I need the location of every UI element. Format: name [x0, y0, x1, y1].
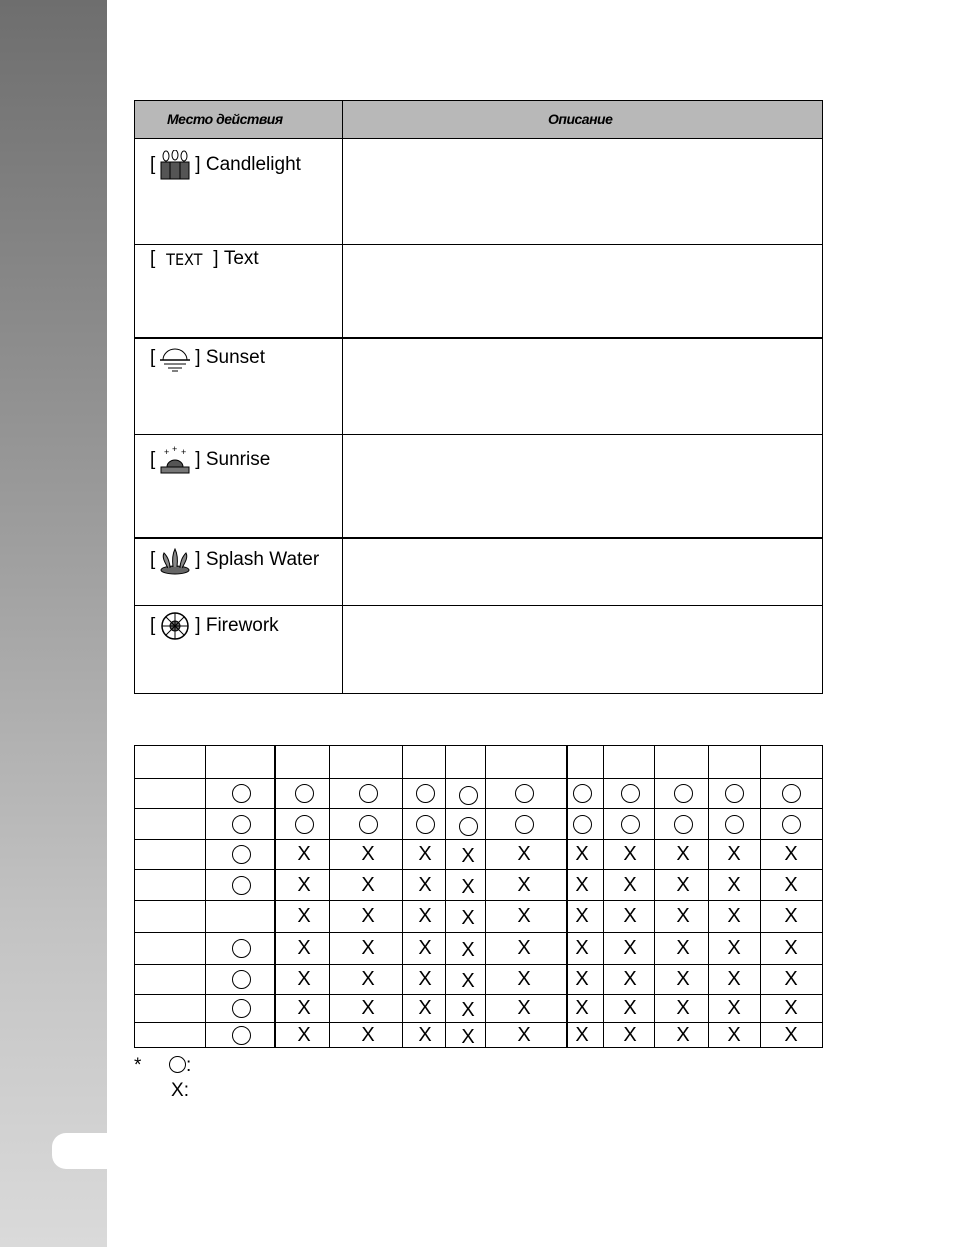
- scene-label: Firework: [205, 615, 279, 636]
- grid-x-mark: X: [297, 997, 311, 1019]
- grid-x-mark: X: [575, 873, 589, 896]
- grid-x-mark: X: [461, 970, 475, 992]
- grid-circle-mark: [295, 784, 314, 803]
- grid-x-mark: X: [676, 843, 690, 865]
- legend-o-label: :: [186, 1055, 192, 1076]
- grid-x-mark: X: [784, 997, 798, 1019]
- grid-x-mark: X: [623, 873, 637, 896]
- grid-circle-mark: [459, 817, 478, 836]
- grid-x-mark: X: [575, 1023, 589, 1046]
- grid-circle-mark: [459, 786, 478, 805]
- grid-x-mark: X: [517, 968, 531, 990]
- legend-o-row: [169, 1055, 191, 1077]
- svg-text:+: +: [181, 447, 187, 457]
- grid-x-mark: X: [784, 905, 798, 927]
- grid-x-mark: X: [727, 843, 741, 865]
- grid-x-mark: X: [784, 937, 798, 959]
- grid-x-mark: X: [517, 937, 531, 959]
- grid-circle-mark: [232, 784, 251, 803]
- grid-circle-mark: [232, 939, 251, 958]
- grid-x-mark: X: [784, 843, 798, 865]
- grid-x-mark: X: [461, 907, 475, 929]
- grid-x-mark: X: [575, 905, 589, 927]
- grid-circle-mark: [295, 815, 314, 834]
- grid-x-mark: X: [784, 873, 798, 896]
- splash-water-icon: [158, 545, 192, 575]
- grid-x-mark: X: [361, 1023, 375, 1046]
- legend-x-symbol: X: [171, 1080, 184, 1101]
- grid-circle-mark: [232, 999, 251, 1018]
- grid-x-mark: X: [727, 997, 741, 1019]
- grid-x-mark: X: [418, 1023, 432, 1046]
- grid-circle-mark: [725, 815, 744, 834]
- grid-x-mark: X: [727, 873, 741, 896]
- grid-x-mark: X: [575, 997, 589, 1019]
- sunset-icon: [158, 343, 192, 373]
- grid-x-mark: X: [727, 1023, 741, 1046]
- grid-x-mark: X: [418, 873, 432, 896]
- text-icon: TEXT: [166, 249, 203, 269]
- grid-x-mark: X: [418, 905, 432, 927]
- grid-x-mark: X: [517, 873, 531, 896]
- grid-circle-mark: [674, 815, 693, 834]
- grid-x-mark: X: [676, 1023, 690, 1046]
- grid-circle-mark: [416, 815, 435, 834]
- grid-x-mark: X: [418, 968, 432, 990]
- grid-x-mark: X: [676, 873, 690, 896]
- grid-x-mark: X: [784, 1023, 798, 1046]
- grid-x-mark: X: [676, 997, 690, 1019]
- grid-x-mark: X: [418, 843, 432, 865]
- grid-x-mark: X: [676, 905, 690, 927]
- grid-circle-mark: [573, 815, 592, 834]
- grid-x-mark: X: [461, 1025, 475, 1048]
- grid-x-mark: X: [623, 905, 637, 927]
- grid-circle-mark: [621, 784, 640, 803]
- grid-x-mark: X: [297, 873, 311, 896]
- scene-label: Candlelight: [205, 154, 301, 175]
- grid-circle-mark: [232, 970, 251, 989]
- grid-x-mark: X: [517, 843, 531, 865]
- grid-circle-mark: [782, 784, 801, 803]
- grid-x-mark: X: [461, 939, 475, 961]
- grid-x-mark: X: [727, 905, 741, 927]
- grid-x-mark: X: [297, 968, 311, 990]
- scene-table-header: [135, 101, 822, 139]
- grid-circle-mark: [621, 815, 640, 834]
- grid-circle-mark: [674, 784, 693, 803]
- grid-circle-mark: [232, 845, 251, 864]
- grid-x-mark: X: [517, 905, 531, 927]
- scene-row-sunrise: [ + + + ] Sunrise: [135, 435, 822, 539]
- grid-x-mark: X: [297, 937, 311, 959]
- candlelight-icon: [158, 150, 192, 180]
- grid-circle-mark: [232, 815, 251, 834]
- grid-x-mark: X: [623, 937, 637, 959]
- grid-x-mark: X: [361, 905, 375, 927]
- grid-circle-mark: [515, 815, 534, 834]
- grid-x-mark: X: [361, 873, 375, 896]
- grid-x-mark: X: [461, 875, 475, 898]
- scene-label: Sunrise: [205, 449, 271, 470]
- header-description: Описание: [548, 111, 613, 127]
- grid-x-mark: X: [517, 997, 531, 1019]
- grid-circle-mark: [359, 784, 378, 803]
- scene-label: Sunset: [205, 347, 265, 368]
- grid-x-mark: X: [461, 845, 475, 867]
- compatibility-grid: [134, 745, 823, 1048]
- legend-asterisk: *: [134, 1055, 142, 1076]
- scene-label: Text: [223, 248, 259, 269]
- scene-table: [134, 100, 823, 694]
- grid-circle-mark: [232, 1026, 251, 1045]
- grid-circle-mark: [782, 815, 801, 834]
- grid-x-mark: X: [297, 905, 311, 927]
- grid-circle-mark: [359, 815, 378, 834]
- grid-circle-mark: [725, 784, 744, 803]
- grid-x-mark: X: [575, 968, 589, 990]
- grid-x-mark: X: [361, 843, 375, 865]
- scene-row-firework: [ ] Firework: [135, 606, 822, 693]
- header-scene: Место действия: [167, 111, 283, 127]
- grid-x-mark: X: [461, 999, 475, 1021]
- grid-x-mark: X: [623, 843, 637, 865]
- svg-text:+: +: [164, 447, 170, 457]
- scene-row-sunset: [ ] Sunset: [135, 339, 822, 435]
- grid-x-mark: X: [575, 937, 589, 959]
- scene-row-text: [ TEXT ] Text: [135, 245, 822, 339]
- legend-x-label: :: [183, 1080, 189, 1101]
- grid-x-mark: X: [418, 937, 432, 959]
- firework-icon: [158, 611, 192, 641]
- page-number-tab: [52, 1133, 112, 1169]
- grid-x-mark: X: [575, 843, 589, 865]
- grid-x-mark: X: [297, 1023, 311, 1046]
- grid-circle-mark: [573, 784, 592, 803]
- scene-row-splash-water: [ ] Splash Water: [135, 539, 822, 606]
- grid-x-mark: X: [727, 968, 741, 990]
- circle-icon: [169, 1056, 186, 1073]
- grid-x-mark: X: [361, 968, 375, 990]
- side-tab: [0, 0, 107, 1247]
- grid-x-mark: X: [361, 937, 375, 959]
- grid-x-mark: X: [623, 1023, 637, 1046]
- svg-text:+: +: [172, 445, 178, 454]
- grid-x-mark: X: [517, 1023, 531, 1046]
- scene-row-candlelight: [ ] Candlelight: [135, 138, 822, 245]
- grid-x-mark: X: [297, 843, 311, 865]
- grid-x-mark: X: [418, 997, 432, 1019]
- grid-x-mark: X: [784, 968, 798, 990]
- grid-x-mark: X: [727, 937, 741, 959]
- grid-circle-mark: [232, 876, 251, 895]
- grid-x-mark: X: [676, 968, 690, 990]
- sunrise-icon: [158, 445, 192, 475]
- scene-label: Splash Water: [205, 549, 320, 570]
- grid-x-mark: X: [623, 997, 637, 1019]
- legend-x-row: [171, 1080, 189, 1102]
- grid-x-mark: X: [623, 968, 637, 990]
- grid-x-mark: X: [676, 937, 690, 959]
- grid-circle-mark: [515, 784, 534, 803]
- grid-circle-mark: [416, 784, 435, 803]
- grid-x-mark: X: [361, 997, 375, 1019]
